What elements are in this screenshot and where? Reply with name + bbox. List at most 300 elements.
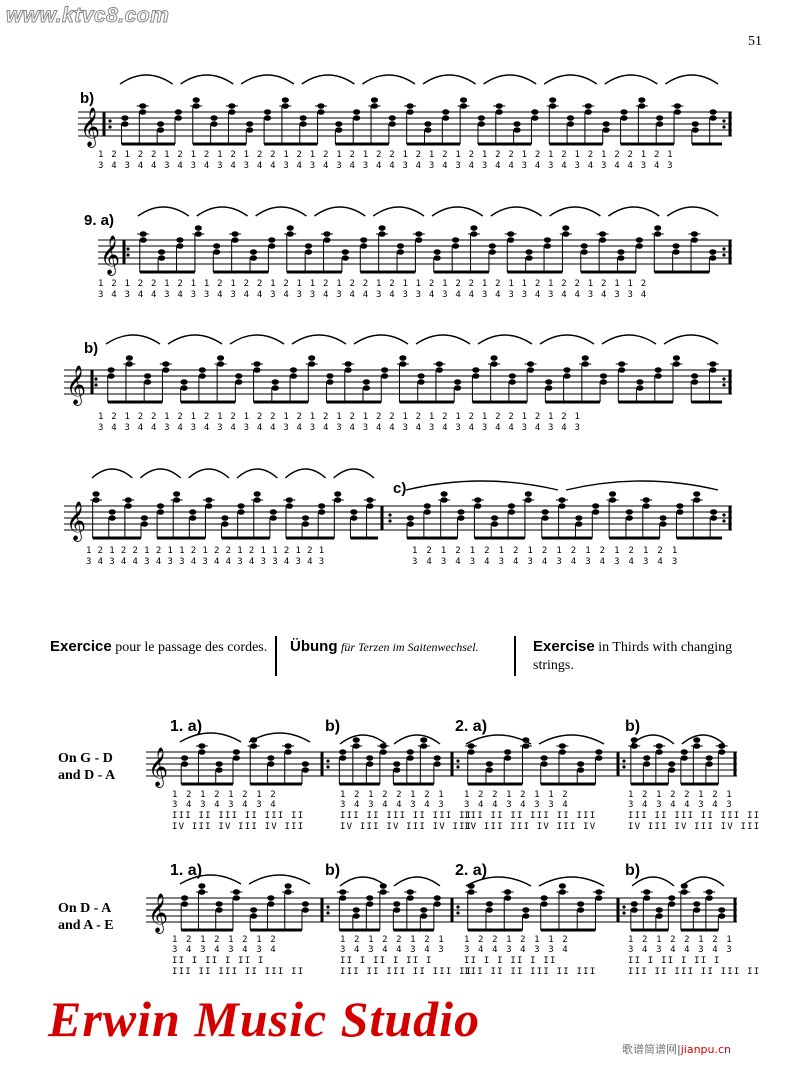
system-2-note: [672, 243, 679, 249]
system-1-note: [709, 109, 716, 115]
system-1-note: [353, 115, 360, 121]
system-4a-note: [350, 515, 357, 521]
system-1-fingering-top: 1 2 1 2 2 1 2 1 2 1 2 1 2 2 1 2 1 2 1 2 1 2 2 1 2 1 2 1 2 1 2 2 1 2 1 2 1 2 1 2 2 1 2 1: [98, 150, 674, 160]
system-3-note: [180, 379, 187, 385]
system-4a-slur: [140, 469, 180, 478]
system-1-note: [496, 109, 503, 115]
system-1-slur: [544, 75, 597, 84]
system-2-note: [544, 237, 551, 243]
ex1-p3-note: [541, 755, 548, 761]
instruction-french: [50, 638, 272, 657]
system-2-note: [250, 249, 257, 255]
ex1-part-2-label: b): [325, 718, 341, 735]
ex2-p3-note: [522, 913, 529, 919]
system-4c-note: [592, 509, 599, 515]
system-4c-note: [626, 509, 633, 515]
system-2-fingering-top: 1 2 1 2 2 1 2 1 1 2 1 2 2 1 2 1 1 2 1 2 2 1 2 1 1 2 1 2 2 1 2 1 1 2 1 2 2 1 2 1 1 2: [98, 279, 648, 289]
ex2-p3-note: [504, 895, 511, 901]
system-1-note: [424, 121, 431, 127]
ex2-p3-note: [577, 907, 584, 913]
system-1-slur: [181, 75, 234, 84]
system-1-note: [300, 115, 307, 121]
ex1-p2-str-bottom: IV III IV III IV III: [340, 822, 473, 832]
system-4a-note: [173, 491, 180, 497]
system-2-note: [213, 243, 220, 249]
system-4a-note: [157, 503, 164, 509]
system-4c-note: [508, 503, 515, 509]
system-3-note: [582, 355, 589, 361]
system-2-note: [599, 237, 606, 243]
system-2-note: [342, 249, 349, 255]
system-4-repeat-end-dot: [722, 519, 725, 522]
instruction-french-text: pour le passage des cordes.: [115, 640, 268, 655]
ex2-p4-note: [631, 907, 638, 913]
site-credit-url: jianpu.cn: [680, 1043, 732, 1056]
ex1-p4-note: [693, 737, 700, 743]
system-3-note: [108, 367, 115, 373]
ex1-p2-note: [407, 749, 414, 755]
ex1-p3-fing-top: 1 2 2 1 2 1 1 2: [464, 790, 570, 800]
system-2-note: [434, 255, 441, 261]
ex1-p1-str-top: III II III II III II: [172, 811, 305, 821]
system-3-note: [454, 379, 461, 385]
system-2-repeat-end-dot: [722, 253, 725, 256]
system-3-note: [308, 355, 315, 361]
system-3-note: [272, 379, 279, 385]
exercise-2-repeat-dot: [326, 911, 329, 914]
system-1-note: [620, 109, 627, 115]
system-1-note: [442, 115, 449, 121]
ex1-p3-note: [504, 749, 511, 755]
ex1-p3-str-top: III II II III II III: [464, 811, 597, 821]
system-4c-note: [659, 515, 666, 521]
system-2-note: [507, 237, 514, 243]
ex2-p4-note: [693, 901, 700, 907]
site-watermark: www.ktvc8.com: [6, 4, 170, 27]
system-4a-note: [109, 509, 116, 515]
ex2-p4-note: [656, 907, 663, 913]
system-4a-fingering-top: 1 2 1 2 2 1 2 1 1 2 1 2 2 1 2 1 1 2 1 2 1: [86, 546, 325, 556]
system-4c-note: [424, 503, 431, 509]
system-1-note: [424, 127, 431, 133]
system-4c-note: [676, 509, 683, 515]
system-1-staff-treble-clef: 𝄞: [80, 107, 101, 147]
system-2-fingering-bottom: 3 4 3 4 4 3 4 3 3 4 3 4 4 3 4 3 3 4 3 4 4 3 4 3 3 4 3 4 4 3 4 3 3 4 3 4 4 3 4 3 3 4: [98, 290, 648, 300]
system-1-note: [513, 127, 520, 133]
system-1-note: [175, 109, 182, 115]
system-2-note: [452, 237, 459, 243]
ex1-p2-note: [380, 749, 387, 755]
ex1-p1-note: [216, 761, 223, 767]
system-4a-note: [286, 503, 293, 509]
system-2-note: [397, 243, 404, 249]
system-2-note: [213, 249, 220, 255]
exercise-1-repeat-dot: [456, 765, 459, 768]
exercise-2-strings-line-2: and A - E: [58, 918, 114, 933]
system-1-slur: [302, 75, 355, 84]
system-4c-note: [491, 521, 498, 527]
system-4a-note: [125, 503, 132, 509]
system-2-slur: [432, 207, 483, 216]
system-1-note: [317, 109, 324, 115]
system-4c-note: [407, 521, 414, 527]
ex1-p1-str-bottom: IV III IV III IV III: [172, 822, 305, 832]
system-4a-note: [237, 503, 244, 509]
system-1-note: [264, 115, 271, 121]
ex2-p1-fing-top: 1 2 1 2 1 2 1 2: [172, 935, 278, 945]
system-1-note: [567, 115, 574, 121]
system-4a-slur: [334, 469, 374, 478]
system-4a-note: [270, 509, 277, 515]
system-4a-note: [318, 509, 325, 515]
system-3-repeat-start-dot: [94, 383, 97, 386]
ex2-p2-note: [393, 901, 400, 907]
system-4a-slur: [189, 469, 229, 478]
ex1-p4-note: [668, 767, 675, 773]
system-1-repeat-end-dot: [722, 125, 725, 128]
ex1-p1-note: [302, 767, 309, 773]
system-2-slur: [138, 207, 189, 216]
ex2-p3-note: [577, 901, 584, 907]
ex2-p3-fing-bottom: 3 4 4 3 4 3 3 4: [464, 945, 570, 955]
ex1-p2-note: [420, 737, 427, 743]
system-4a-note: [366, 503, 373, 509]
exercise-1-repeat-dot: [456, 759, 459, 762]
ex2-part-4-label: b): [625, 862, 641, 879]
system-1-slur: [423, 75, 476, 84]
system-4c-note: [626, 515, 633, 521]
ex1-p3-note: [577, 761, 584, 767]
system-1-note: [585, 109, 592, 115]
ex1-p2-note: [434, 761, 441, 767]
system-2-note: [195, 225, 202, 231]
system-2-note: [305, 249, 312, 255]
system-3-fingering-top: 1 2 1 2 2 1 2 1 2 1 2 1 2 2 1 2 1 2 1 2 1 2 2 1 2 1 2 1 2 1 2 2 1 2 1 2 1: [98, 412, 582, 422]
system-1-slur: [241, 75, 294, 84]
system-4-repeat-end-dot: [722, 513, 725, 516]
system-3-note: [418, 379, 425, 385]
system-3-slur: [292, 335, 346, 344]
ex2-p2-note: [407, 895, 414, 901]
system-3-staff-treble-clef: 𝄞: [66, 365, 87, 405]
system-4a-note: [189, 509, 196, 515]
system-4c-note: [441, 491, 448, 497]
system-4a-note: [157, 509, 164, 515]
system-4a-note: [254, 491, 261, 497]
ex2-p2-note: [366, 901, 373, 907]
ex1-p4-str-bottom: IV III IV III IV III: [628, 822, 761, 832]
system-2-slur: [256, 207, 307, 216]
system-2-note: [636, 237, 643, 243]
system-4c-note: [558, 503, 565, 509]
system-3-note: [235, 379, 242, 385]
ex1-p4-note: [643, 755, 650, 761]
system-1-note: [121, 121, 128, 127]
system-1-note: [335, 127, 342, 133]
system-3-note: [691, 373, 698, 379]
system-4a-note: [270, 515, 277, 521]
system-4c-note: [659, 521, 666, 527]
ex2-p1-note: [233, 895, 240, 901]
system-1-slur: [665, 75, 718, 84]
exercise-2-repeat-dot: [622, 911, 625, 914]
exercise-2-strings-label: [58, 900, 114, 934]
ex2-p2-note: [434, 901, 441, 907]
system-4c-slur: [566, 481, 718, 490]
system-4-staff-treble-clef: 𝄞: [66, 501, 87, 541]
system-4a-slur: [285, 469, 325, 478]
ex1-p1-note: [302, 761, 309, 767]
exercise-1-strings-line-2: and D - A: [58, 768, 116, 783]
ex2-p3-str-top: II I I II I II: [464, 956, 557, 966]
system-3-note: [290, 373, 297, 379]
system-2-staff-treble-clef: 𝄞: [100, 235, 121, 275]
ex2-p1-note: [267, 901, 274, 907]
system-3-slur: [478, 335, 532, 344]
system-4a-note: [334, 491, 341, 497]
instruction-german-text: für Terzen im Saitenwechsel.: [340, 640, 479, 654]
system-3-note: [600, 379, 607, 385]
ex2-p2-note: [393, 907, 400, 913]
ex2-p3-note: [541, 901, 548, 907]
system-1-note: [674, 109, 681, 115]
system-1-note: [513, 121, 520, 127]
instruction-english-title: Exercise: [533, 638, 595, 655]
system-2-note: [709, 249, 716, 255]
ex2-p2-note: [434, 895, 441, 901]
ex1-p2-str-top: III II III II III II: [340, 811, 473, 821]
system-3-note: [527, 367, 534, 373]
system-2-slur: [550, 207, 601, 216]
system-4a-note: [302, 521, 309, 527]
exercise-1-strings-label: [58, 750, 115, 784]
system-1-note: [389, 121, 396, 127]
system-3-label: b): [84, 340, 99, 357]
system-4a-slur: [92, 469, 132, 478]
ex1-p3-slur: [539, 735, 604, 744]
system-3-slur: [416, 335, 470, 344]
system-1-note: [228, 109, 235, 115]
ex2-p2-str-bottom: III II III II III II: [340, 967, 473, 977]
system-3-note: [655, 373, 662, 379]
ex2-p3-note: [486, 901, 493, 907]
system-3-note: [509, 373, 516, 379]
system-2-note: [525, 255, 532, 261]
ex2-p1-note: [250, 913, 257, 919]
system-2-note: [691, 237, 698, 243]
system-3-note: [454, 385, 461, 391]
ex2-p1-note: [181, 901, 188, 907]
ex1-p4-note: [681, 755, 688, 761]
ex1-p4-slur: [632, 735, 674, 744]
ex1-p4-slur: [682, 735, 724, 744]
system-4a-note: [350, 509, 357, 515]
system-1-slur: [120, 75, 173, 84]
system-4a-note: [318, 503, 325, 509]
ex2-p1-fing-bottom: 3 4 3 4 3 4 3 4: [172, 945, 278, 955]
exercise-1-repeat-dot: [622, 765, 625, 768]
system-3-note: [326, 373, 333, 379]
system-3-note: [436, 367, 443, 373]
system-1-note: [157, 121, 164, 127]
exercise-1-staff-treble-clef: 𝄞: [148, 747, 169, 787]
ex2-p4-note: [656, 913, 663, 919]
system-4a-note: [141, 515, 148, 521]
exercise-2-repeat-dot: [326, 905, 329, 908]
ex1-p3-note: [595, 755, 602, 761]
ex2-p4-note: [668, 901, 675, 907]
ex2-p1-note: [250, 907, 257, 913]
system-1-note: [210, 115, 217, 121]
system-4c-note: [525, 491, 532, 497]
system-3-note: [162, 367, 169, 373]
system-4-mid-repeat-dot: [388, 519, 391, 522]
system-2-note: [452, 243, 459, 249]
ex2-p2-str-top: II I II I II I: [340, 956, 433, 966]
ex1-p2-note: [407, 755, 414, 761]
ex1-p3-slur: [466, 735, 531, 744]
ex2-p3-note: [595, 895, 602, 901]
system-3-fingering-bottom: 3 4 3 4 4 3 4 3 4 3 4 3 4 4 3 4 3 4 3 4 3 4 4 3 4 3 4 3 4 3 4 4 3 4 3 4 3: [98, 423, 582, 433]
ex2-p1-note: [216, 907, 223, 913]
system-2-note: [434, 249, 441, 255]
system-2-note: [305, 243, 312, 249]
ex2-p2-slur: [340, 877, 386, 886]
system-2-note: [176, 243, 183, 249]
system-3-note: [691, 379, 698, 385]
system-1-note: [460, 97, 467, 103]
ex2-p4-fing-top: 1 2 1 2 2 1 2 1: [628, 935, 734, 945]
ex2-p1-note: [198, 883, 205, 889]
system-3-note: [381, 373, 388, 379]
ex1-p2-note: [366, 755, 373, 761]
system-4c-note: [710, 515, 717, 521]
system-3-note: [636, 379, 643, 385]
system-2-note: [489, 243, 496, 249]
system-2-note: [581, 243, 588, 249]
system-1-note: [371, 97, 378, 103]
system-3-note: [545, 385, 552, 391]
ex2-p2-fing-bottom: 3 4 3 4 4 3 4 3: [340, 945, 446, 955]
ex2-p3-note: [541, 895, 548, 901]
exercise-2-repeat-dot: [456, 905, 459, 908]
system-4c-slur: [406, 481, 558, 490]
ex1-p3-note: [486, 761, 493, 767]
ex2-p3-fing-top: 1 2 2 1 2 1 1 2: [464, 935, 570, 945]
system-2-note: [360, 237, 367, 243]
ex2-p4-note: [668, 895, 675, 901]
system-3-note: [618, 367, 625, 373]
ex2-part-2-label: b): [325, 862, 341, 879]
ex1-p3-note: [541, 761, 548, 767]
system-3-slur: [602, 335, 656, 344]
ex1-p2-note: [434, 755, 441, 761]
ex2-p4-note: [718, 907, 725, 913]
system-2-note: [617, 249, 624, 255]
system-4a-note: [302, 515, 309, 521]
ex2-p1-str-top: II I II I II I: [172, 956, 265, 966]
system-1-slur: [362, 75, 415, 84]
ex2-part-3-label: 2. a): [455, 862, 488, 879]
ex1-p4-fing-bottom: 3 4 3 4 4 3 4 3: [628, 800, 734, 810]
system-2-note: [268, 243, 275, 249]
system-2-note: [654, 225, 661, 231]
system-3-note: [326, 379, 333, 385]
system-4a-note: [92, 491, 99, 497]
system-1-fingering-bottom: 3 4 3 4 4 3 4 3 4 3 4 3 4 4 3 4 3 4 3 4 3 4 4 3 4 3 4 3 4 3 4 4 3 4 3 4 3 4 3 4 4 3 4 3: [98, 161, 674, 171]
system-3-note: [636, 385, 643, 391]
system-3-note: [363, 379, 370, 385]
system-1-note: [264, 109, 271, 115]
ex2-p1-slur: [249, 875, 310, 884]
site-credit: 歌谱简谱网|jianpu.cn: [622, 1043, 732, 1056]
ex2-p2-note: [420, 913, 427, 919]
system-3-note: [490, 355, 497, 361]
instruction-french-title: Exercice: [50, 638, 112, 655]
system-1-note: [210, 121, 217, 127]
system-4c-note: [407, 515, 414, 521]
system-2-slur: [491, 207, 542, 216]
ex1-part-1-label: 1. a): [170, 718, 203, 735]
ex1-p4-note: [668, 761, 675, 767]
system-2-repeat-start-dot: [126, 253, 129, 256]
ex1-p4-note: [681, 749, 688, 755]
system-4a-fingering-bottom: 3 4 3 4 4 3 4 3 3 4 3 4 4 3 4 3 3 4 3 4 3: [86, 557, 325, 567]
ex1-p1-note: [267, 755, 274, 761]
system-3-note: [399, 355, 406, 361]
ex1-p2-fing-top: 1 2 1 2 2 1 2 1: [340, 790, 446, 800]
instruction-german: [290, 638, 500, 657]
system-1-note: [478, 115, 485, 121]
system-4c-note: [542, 515, 549, 521]
page-number: 51: [748, 34, 762, 49]
system-3-slur: [230, 335, 284, 344]
ex1-p2-fing-bottom: 3 4 3 4 4 3 4 3: [340, 800, 446, 810]
instruction-german-title: Übung: [290, 638, 338, 655]
system-4c-note: [643, 503, 650, 509]
system-4a-note: [141, 521, 148, 527]
system-3-repeat-end-dot: [722, 383, 725, 386]
system-1-note: [389, 115, 396, 121]
system-1-note: [246, 121, 253, 127]
ex2-p4-note: [718, 913, 725, 919]
system-4a-note: [221, 515, 228, 521]
system-1-note: [692, 127, 699, 133]
system-3-note: [418, 373, 425, 379]
studio-signature: Erwin Music Studio: [48, 991, 481, 1047]
system-1-note: [157, 127, 164, 133]
system-2-label: 9. a): [84, 212, 115, 229]
system-2-note: [544, 243, 551, 249]
ex1-p3-note: [595, 749, 602, 755]
ex2-p1-note: [302, 901, 309, 907]
exercise-1-strings-line-1: On G - D: [58, 751, 113, 766]
system-3-note: [199, 373, 206, 379]
site-credit-text: 歌谱简谱网: [622, 1043, 677, 1056]
system-4a-note: [189, 515, 196, 521]
ex1-p1-fing-bottom: 3 4 3 4 3 4 3 4: [172, 800, 278, 810]
system-2-note: [176, 237, 183, 243]
system-2-note: [470, 225, 477, 231]
ex2-p4-note: [706, 895, 713, 901]
system-1-note: [531, 115, 538, 121]
system-3-note: [600, 373, 607, 379]
system-2-note: [323, 237, 330, 243]
ex1-p1-note: [216, 767, 223, 773]
ex1-p2-note: [393, 761, 400, 767]
system-3-note: [144, 379, 151, 385]
system-1-note: [478, 121, 485, 127]
